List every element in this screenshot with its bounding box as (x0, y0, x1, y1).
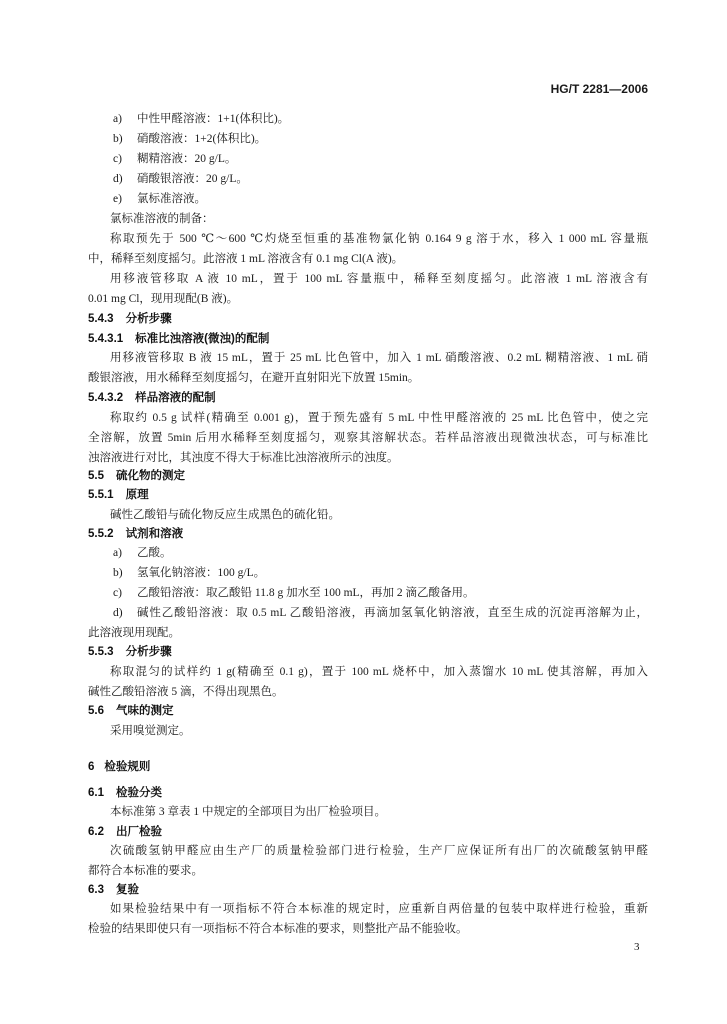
section-title: 原理 (125, 489, 149, 501)
list-item-text: 碱性乙酸铅溶液：取 0.5 mL 乙酸铅溶液，再滴加氢氧化钠溶液，直至生成的沉淀再溶解为止， (137, 607, 648, 619)
list-item-label: b) (113, 133, 123, 145)
paragraph-line: 本标准第 3 章表 1 中规定的全部项目为出厂检验项目。 (110, 806, 386, 818)
section-heading (88, 823, 162, 841)
section-heading (88, 525, 183, 543)
paragraph-line: 浊溶液进行对比，其浊度不得大于标准比浊溶液所示的浊度。 (88, 452, 399, 464)
section-title: 样品溶液的配制 (135, 392, 216, 404)
chapter-title: 检验规则 (104, 761, 151, 773)
section-title: 出厂检验 (116, 826, 162, 838)
paragraph-line: 次硫酸氢钠甲醛应由生产厂的质量检验部门进行检验，生产厂应保证所有出厂的次硫酸氢钠甲醛 (110, 845, 648, 857)
list-item-label: c) (113, 587, 122, 599)
section-heading (88, 389, 216, 407)
paragraph-line: 都符合本标准的要求。 (88, 865, 203, 877)
paragraph-line: 检验的结果即使只有一项指标不符合本标准的要求，则整批产品不能验收。 (88, 923, 468, 935)
section-title: 分析步骤 (125, 313, 172, 325)
section-number: 6.2 (88, 826, 104, 838)
list-item-text: 氯标准溶液。 (137, 193, 206, 205)
paragraph-line: 称取混匀的试样约 1 g(精确至 0.1 g)，置于 100 mL 烧杯中，加入蒸馏水 10 mL 使其溶解，再加入 (110, 666, 648, 678)
paragraph-line: 酸银溶液，用水稀释至刻度摇匀，在避开直射阳光下放置 15min。 (88, 372, 420, 384)
section-heading (88, 330, 269, 348)
list-item-label: b) (113, 567, 123, 579)
section-title: 标准比浊溶液(微浊)的配制 (135, 333, 270, 345)
section-number: 5.4.3.1 (88, 333, 124, 345)
section-heading (88, 881, 139, 899)
section-title: 试剂和溶液 (125, 528, 184, 540)
section-number: 5.4.3 (88, 313, 114, 325)
list-item-label: a) (113, 113, 122, 125)
paragraph-line: 称取约 0.5 g 试样(精确至 0.001 g)，置于预先盛有 5 mL 中性甲醛溶液的 25 mL 比色管中，使之完 (110, 412, 648, 424)
list-item-text: 硝酸溶液：1+2(体积比)。 (137, 133, 267, 145)
section-title: 检验分类 (116, 787, 162, 799)
paragraph-line: 碱性乙酸铅与硫化物反应生成黑色的硫化铅。 (110, 509, 340, 521)
chapter-heading (88, 758, 150, 776)
chloride-prep-heading: 氯标准溶液的制备： (110, 213, 214, 225)
paragraph-line: 如果检验结果中有一项指标不符合本标准的规定时，应重新自两倍量的包装中取样进行检验，重新 (110, 903, 648, 915)
section-number: 5.5.1 (88, 489, 114, 501)
list-item-text: 乙酸铅溶液：取乙酸铅 11.8 g 加水至 100 mL，再加 2 滴乙酸备用。 (137, 587, 475, 599)
section-number: 5.6 (88, 705, 104, 717)
paragraph-line: 此溶液现用现配。 (88, 627, 180, 639)
list-item-label: e) (113, 193, 122, 205)
section-number: 5.5 (88, 470, 104, 482)
section-heading (88, 310, 172, 328)
section-heading (88, 643, 172, 661)
list-item-text: 氢氧化钠溶液：100 g/L。 (137, 567, 266, 579)
paragraph-line: 碱性乙酸铅溶液 5 滴，不得出现黑色。 (88, 686, 284, 698)
list-item-label: d) (113, 173, 123, 185)
paragraph-line: 用移液管移取 A 液 10 mL，置于 100 mL 容量瓶中，稀释至刻度摇匀。此溶液 1 mL 溶液含有 (110, 273, 648, 285)
paragraph-line: 全溶解，放置 5min 后用水稀释至刻度摇匀，观察其溶解状态。若样品溶液出现微浊状态，可与标准比 (88, 432, 648, 444)
section-heading (88, 486, 149, 504)
section-title: 气味的测定 (116, 705, 174, 717)
list-item-text: 硝酸银溶液：20 g/L。 (137, 173, 248, 185)
section-heading (88, 702, 174, 720)
standard-code: HG/T 2281—2006 (550, 82, 648, 96)
section-title: 分析步骤 (125, 646, 172, 658)
list-item-label: a) (113, 547, 122, 559)
section-title: 硫化物的测定 (116, 470, 185, 482)
section-title: 复验 (116, 884, 139, 896)
paragraph-line: 0.01 mg Cl，现用现配(B 液)。 (88, 293, 239, 305)
section-heading (88, 784, 162, 802)
section-number: 6.3 (88, 884, 104, 896)
section-number: 5.4.3.2 (88, 392, 124, 404)
list-item-label: d) (113, 607, 123, 619)
list-item-label: c) (113, 153, 122, 165)
paragraph-line: 称取预先于 500 ℃～600 ℃灼烧至恒重的基准物氯化钠 0.164 9 g 溶于水，移入 1 000 mL 容量瓶 (110, 233, 648, 245)
paragraph-line: 中，稀释至刻度摇匀。此溶液 1 mL 溶液含有 0.1 mg Cl(A 液)。 (88, 253, 404, 265)
page-number: 3 (634, 941, 640, 953)
section-number: 5.5.3 (88, 646, 114, 658)
chapter-number: 6 (88, 761, 95, 773)
paragraph-line: 采用嗅觉测定。 (110, 725, 191, 737)
list-item-text: 中性甲醛溶液：1+1(体积比)。 (137, 113, 290, 125)
paragraph-line: 用移液管移取 B 液 15 mL，置于 25 mL 比色管中，加入 1 mL 硝酸溶液、0.2 mL 糊精溶液、1 mL 硝 (110, 352, 648, 364)
section-number: 5.5.2 (88, 528, 114, 540)
section-number: 6.1 (88, 787, 104, 799)
list-item-text: 乙酸。 (137, 547, 172, 559)
section-heading (88, 467, 185, 485)
list-item-text: 糊精溶液：20 g/L。 (137, 153, 237, 165)
